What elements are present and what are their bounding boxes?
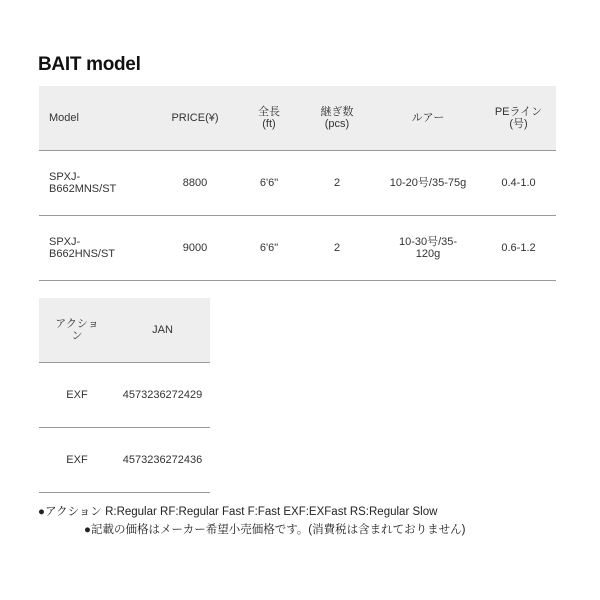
- spec-table-header-row: [39, 86, 556, 150]
- cell-pieces: 2: [333, 176, 341, 189]
- cell-length: 6'6": [259, 176, 279, 189]
- header-pe-line: PEライン (号): [494, 105, 543, 130]
- header-length: 全長 (ft): [258, 105, 280, 130]
- table-row: [39, 215, 556, 280]
- note-price-disclaimer: ●記載の価格はメーカー希望小売価格です。(消費税は含まれておりません): [84, 524, 466, 536]
- table-row: [39, 150, 556, 215]
- header-jan: JAN: [152, 323, 173, 336]
- page-title: BAIT model: [38, 54, 141, 75]
- cell-lure: 10-20号/35-75g: [389, 176, 467, 189]
- cell-jan: 4573236272436: [122, 453, 203, 466]
- cell-pieces: 2: [333, 241, 341, 254]
- cell-lure: 10-30号/35- 120g: [398, 235, 458, 260]
- cell-pe-line: 0.6-1.2: [501, 241, 536, 254]
- cell-model: SPXJ- B662MNS/ST: [49, 170, 117, 195]
- header-model: Model: [49, 111, 79, 124]
- header-price: PRICE(¥): [171, 111, 219, 124]
- note-action-legend: ●アクション R:Regular RF:Regular Fast F:Fast EXF:EXFast RS:Regular Slow: [38, 506, 438, 518]
- cell-jan: 4573236272429: [122, 388, 203, 401]
- cell-price: 8800: [182, 176, 208, 189]
- footnotes: [38, 503, 465, 539]
- table-row: [39, 427, 210, 492]
- action-jan-table: [39, 298, 210, 493]
- cell-model: SPXJ- B662HNS/ST: [49, 235, 116, 260]
- header-action: アクショ ン: [55, 317, 99, 342]
- cell-action: EXF: [66, 453, 88, 466]
- table-row: [39, 362, 210, 427]
- cell-pe-line: 0.4-1.0: [501, 176, 536, 189]
- cell-price: 9000: [182, 241, 208, 254]
- header-lure: ルアー: [411, 111, 445, 124]
- cell-action: EXF: [66, 388, 88, 401]
- cell-length: 6'6": [259, 241, 279, 254]
- action-jan-header-row: [39, 298, 210, 362]
- header-pieces: 継ぎ数 (pcs): [320, 105, 354, 130]
- spec-table: [39, 86, 556, 281]
